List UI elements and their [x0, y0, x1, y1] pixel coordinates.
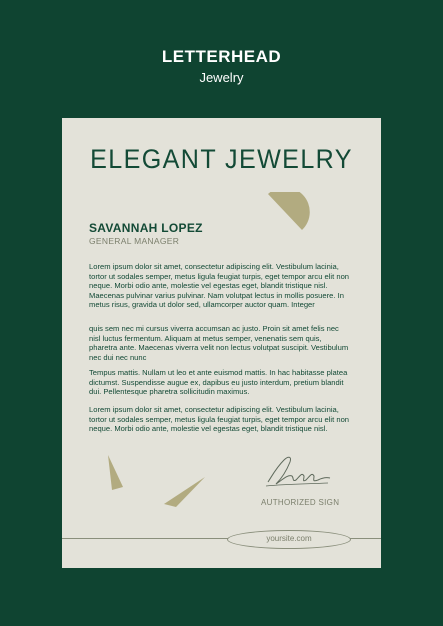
triangle-shape [106, 453, 126, 493]
brand-name: ELEGANT JEWELRY [90, 144, 353, 174]
triangle-shape [162, 474, 208, 510]
poster-title: LETTERHEAD [161, 47, 282, 66]
body-paragraph: Lorem ipsum dolor sit amet, consectetur adipiscing elit. Vestibulum lacinia, tortor ut sodales semper, metus ligula feugiat turpis, eget tempor arcu elit non neque. Morbi odio ante, molestie vel egestas eget, blandit tristique nisl. Maecenas pulvinar varius pulvinar. Nam volutpat lectus in mollis posuere. In metus risus, gravida ut dolor sed, ullamcorper auctor quam. Integer [89, 262, 350, 310]
body-paragraph: quis sem nec mi cursus viverra accumsan ac justo. Proin sit amet felis nec nisl luctus fermentum. Aliquam at metus semper, venenatis sem quis, pharetra ante. Maecenas viverra velit non lectus volutpat suscipit. Vestibulum nec dui nec nunc [89, 324, 349, 362]
letterhead-sheet [62, 118, 381, 568]
half-circle-shape [262, 192, 310, 236]
sender-title: GENERAL MANAGER [89, 236, 180, 246]
body-paragraph: Tempus mattis. Nullam ut leo et ante euismod mattis. In hac habitasse platea dictumst. Suspendisse augue ex, dapibus eu justo interdum, pretium blandit dui. Pellentesque pharetra sollicitudin maximus. [89, 368, 348, 397]
poster-subtitle: Jewelry [199, 70, 244, 85]
signature-label: AUTHORIZED SIGN [261, 498, 340, 507]
body-paragraph: Lorem ipsum dolor sit amet, consectetur adipiscing elit. Vestibulum lacinia, tortor ut sodales semper, metus ligula feugiat turpis, eget tempor arcu elit non neque. Morbi odio ante, molestie vel egestas eget, blandit tristique nisl. [89, 405, 350, 434]
website-text[interactable]: yoursite.com [266, 534, 312, 543]
signature-scribble [262, 450, 334, 494]
sender-name: SAVANNAH LOPEZ [89, 221, 203, 235]
